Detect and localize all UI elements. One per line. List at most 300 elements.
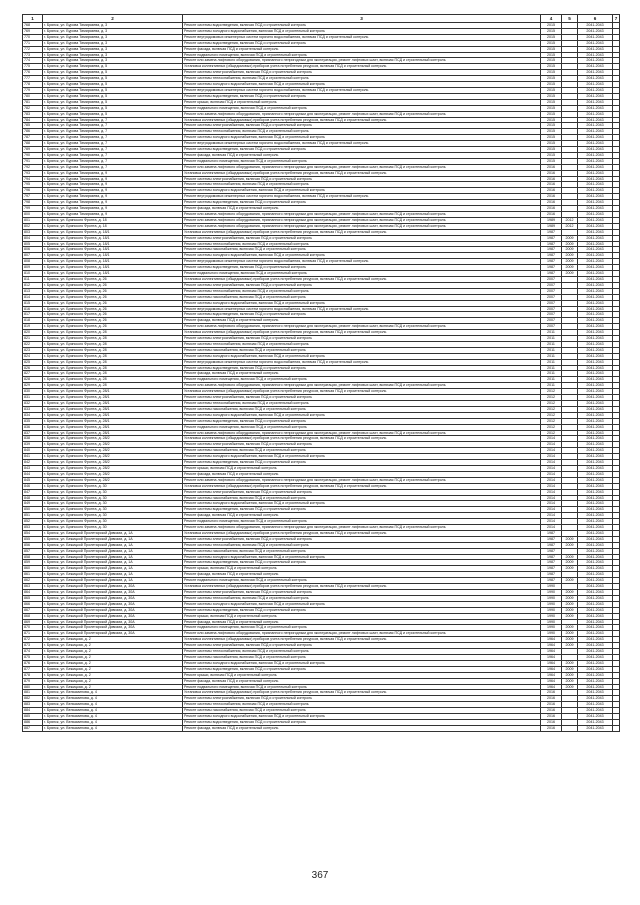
address-cell: г. Брянск, ул. Бурова Тимирязева, д. 5	[43, 82, 183, 88]
planned-period-cell: 2041-2043	[578, 64, 613, 70]
planned-period-cell: 2041-2043	[578, 542, 613, 548]
row-number-cell: 879	[23, 678, 43, 684]
row-number-cell: 806	[23, 247, 43, 253]
work-type-cell: Ремонт системы газоснабжения, включая ПСД и строительный контроль	[183, 548, 541, 554]
row-number-cell: 779	[23, 87, 43, 93]
column-7-cell	[613, 725, 620, 731]
year-built-cell: 2014	[541, 525, 562, 531]
year-built-cell: 2012	[541, 412, 562, 418]
year-built-cell: 2016	[541, 194, 562, 200]
row-number-cell: 835	[23, 418, 43, 424]
planned-period-cell: 2041-2043	[578, 40, 613, 46]
address-cell: г. Брянск, ул. Брянского Фронта, д. 30	[43, 495, 183, 501]
year-built-cell: 1964	[541, 637, 562, 643]
planned-period-cell: 2041-2043	[578, 631, 613, 637]
planned-period-cell: 2041-2043	[578, 696, 613, 702]
address-cell: г. Брянск, ул. Бежицкая, д. 2	[43, 654, 183, 660]
address-cell: г. Брянск, ул. Бурова Тимирязева, д. 7	[43, 117, 183, 123]
row-number-cell: 886	[23, 719, 43, 725]
planned-period-cell: 2041-2043	[578, 649, 613, 655]
planned-period-cell: 2041-2043	[578, 341, 613, 347]
planned-period-cell: 2041-2043	[578, 595, 613, 601]
work-type-cell: Ремонт крыши, включая ПСД и строительный контроль	[183, 566, 541, 572]
address-cell: г. Брянск, ул. Брянского Фронта, д. 26	[43, 294, 183, 300]
work-type-cell: Установка коллективных (общедомовых) приборов учета потребления ресурсов, включая ПСД и строительный контроль	[183, 389, 541, 395]
year-built-cell: 2007	[541, 318, 562, 324]
year-built-cell: 2014	[541, 489, 562, 495]
row-number-cell: 877	[23, 666, 43, 672]
address-cell: г. Брянск, ул. Брянского Фронта, д. 28	[43, 359, 183, 365]
planned-period-cell: 2041-2043	[578, 406, 613, 412]
row-number-cell: 859	[23, 560, 43, 566]
row-number-cell: 804	[23, 235, 43, 241]
year-overhaul-cell: 2009	[562, 253, 578, 259]
planned-period-cell: 2041-2043	[578, 170, 613, 176]
year-built-cell: 1987	[541, 542, 562, 548]
year-built-cell: 2012	[541, 401, 562, 407]
address-cell: г. Брянск, ул. Бурова Тимирязева, д. 9	[43, 212, 183, 218]
planned-period-cell: 2041-2043	[578, 324, 613, 330]
year-built-cell: 1990	[541, 601, 562, 607]
work-type-cell: Ремонт подвального помещения, включая ПСД и строительный контроль	[183, 625, 541, 631]
work-type-cell: Установка коллективных (общедомовых) приборов учета потребления ресурсов, включая ПСД и строительный контроль	[183, 690, 541, 696]
address-cell: г. Брянск, ул. Брянского Фронта, д. 28/1	[43, 401, 183, 407]
address-cell: г. Брянск, ул. Бурова Тимирязева, д. 5	[43, 87, 183, 93]
row-number-cell: 834	[23, 412, 43, 418]
year-built-cell: 1990	[541, 613, 562, 619]
address-cell: г. Брянск, ул. Брянского Фронта, д. 28	[43, 330, 183, 336]
year-built-cell: 2016	[541, 212, 562, 218]
row-number-cell: 820	[23, 330, 43, 336]
row-number-cell: 880	[23, 684, 43, 690]
year-built-cell: 2016	[541, 708, 562, 714]
address-cell: г. Брянск, ул. Бурова Тимирязева, д. 7	[43, 129, 183, 135]
address-cell: г. Брянск, ул. Бежицкой Пролетарской Дивизии, д. 1А	[43, 578, 183, 584]
work-type-cell: Ремонт внутридомовых инженерных систем горячего водоснабжения, включая ПСД и строительный контроль	[183, 87, 541, 93]
address-cell: г. Брянск, ул. Брянского Фронта, д. 26	[43, 312, 183, 318]
planned-period-cell: 2041-2043	[578, 454, 613, 460]
row-number-cell: 842	[23, 460, 43, 466]
row-number-cell: 839	[23, 442, 43, 448]
row-number-cell: 885	[23, 714, 43, 720]
address-cell: г. Брянск, ул. Бурова Тимирязева, д. 3	[43, 40, 183, 46]
work-type-cell: Ремонт системы холодного водоснабжения, включая ПСД и строительный контроль	[183, 554, 541, 560]
row-number-cell: 873	[23, 643, 43, 649]
work-type-cell: Установка коллективных (общедомовых) приборов учета потребления ресурсов, включая ПСД и строительный контроль	[183, 436, 541, 442]
work-type-cell: Ремонт крыши, включая ПСД и строительный контроль	[183, 99, 541, 105]
planned-period-cell: 2041-2043	[578, 82, 613, 88]
work-type-cell: Ремонт системы теплоснабжения, включая ПСД и строительный контроль	[183, 401, 541, 407]
work-type-cell: Ремонт системы водоотведения, включая ПСД и строительный контроль	[183, 460, 541, 466]
row-number-cell: 883	[23, 702, 43, 708]
work-type-cell: Ремонт крыши, включая ПСД и строительный контроль	[183, 672, 541, 678]
work-type-cell: Ремонт системы холодного водоснабжения, включая ПСД и строительный контроль	[183, 412, 541, 418]
planned-period-cell: 2041-2043	[578, 607, 613, 613]
year-built-cell: 1989	[541, 223, 562, 229]
row-number-cell: 846	[23, 483, 43, 489]
year-built-cell: 2015	[541, 28, 562, 34]
address-cell: г. Брянск, ул. Брянского Фронта, д. 28/2	[43, 477, 183, 483]
address-cell: г. Брянск, ул. Брянского Фронта, д. 30	[43, 525, 183, 531]
planned-period-cell: 2041-2043	[578, 111, 613, 117]
work-type-cell: Ремонт системы водоотведения, включая ПСД и строительный контроль	[183, 200, 541, 206]
year-built-cell: 1964	[541, 678, 562, 684]
row-number-cell: 826	[23, 365, 43, 371]
year-built-cell: 2016	[541, 690, 562, 696]
planned-period-cell: 2041-2043	[578, 23, 613, 29]
year-built-cell: 1990	[541, 595, 562, 601]
address-cell: г. Брянск, ул. Брянского Фронта, д. 30	[43, 489, 183, 495]
address-cell: г. Брянск, ул. Бурова Тимирязева, д. 9	[43, 182, 183, 188]
year-built-cell: 2015	[541, 76, 562, 82]
planned-period-cell: 2041-2043	[578, 371, 613, 377]
year-overhaul-cell: 2009	[562, 631, 578, 637]
work-type-cell: Ремонт или замена лифтового оборудования, признанного непригодным для эксплуатации, ремонт лифтовых шахт, включая ПСД и строительный контроль	[183, 383, 541, 389]
planned-period-cell: 2041-2043	[578, 141, 613, 147]
planned-period-cell: 2041-2043	[578, 590, 613, 596]
row-number-cell: 845	[23, 477, 43, 483]
address-cell: г. Брянск, ул. Брянского Фронта, д. 26	[43, 300, 183, 306]
planned-period-cell: 2041-2043	[578, 312, 613, 318]
address-cell: г. Брянск, ул. Брянского Фронта, д. 28/2	[43, 448, 183, 454]
year-built-cell: 2015	[541, 111, 562, 117]
address-cell: г. Брянск, ул. Брянского Фронта, д. 26	[43, 318, 183, 324]
row-number-cell: 799	[23, 206, 43, 212]
planned-period-cell: 2041-2043	[578, 708, 613, 714]
address-cell: г. Брянск, ул. Бежицкая, д. 2	[43, 637, 183, 643]
year-overhaul-cell: 2009	[562, 625, 578, 631]
address-cell: г. Брянск, ул. Вельяминова, д. 4	[43, 690, 183, 696]
year-built-cell: 2014	[541, 471, 562, 477]
header-row	[23, 15, 620, 23]
row-number-cell: 840	[23, 448, 43, 454]
year-built-cell: 1990	[541, 631, 562, 637]
year-built-cell: 2011	[541, 341, 562, 347]
year-built-cell: 1987	[541, 530, 562, 536]
work-type-cell: Ремонт подвального помещения, включая ПСД и строительный контроль	[183, 271, 541, 277]
year-built-cell: 2014	[541, 448, 562, 454]
work-type-cell: Установка коллективных (общедомовых) приборов учета потребления ресурсов, включая ПСД и строительный контроль	[183, 584, 541, 590]
year-built-cell: 2012	[541, 418, 562, 424]
year-overhaul-cell: 2009	[562, 613, 578, 619]
planned-period-cell: 2041-2043	[578, 117, 613, 123]
address-cell: г. Брянск, ул. Брянского Фронта, д. 30	[43, 501, 183, 507]
work-type-cell: Ремонт системы электроснабжения, включая ПСД и строительный контроль	[183, 536, 541, 542]
planned-period-cell: 2041-2043	[578, 34, 613, 40]
year-overhaul-cell: 2009	[562, 265, 578, 271]
row-number-cell: 773	[23, 52, 43, 58]
work-type-cell: Ремонт системы электроснабжения, включая ПСД и строительный контроль	[183, 176, 541, 182]
table-row	[23, 725, 620, 731]
address-cell: г. Брянск, ул. Брянского Фронта, д. 28/1	[43, 395, 183, 401]
year-built-cell: 2011	[541, 330, 562, 336]
year-overhaul-cell: 2009	[562, 660, 578, 666]
planned-period-cell: 2041-2043	[578, 164, 613, 170]
planned-period-cell: 2041-2043	[578, 200, 613, 206]
year-built-cell: 2012	[541, 406, 562, 412]
work-type-cell: Ремонт системы водоотведения, включая ПСД и строительный контроль	[183, 560, 541, 566]
year-built-cell: 1990	[541, 590, 562, 596]
row-number-cell: 805	[23, 241, 43, 247]
planned-period-cell: 2041-2043	[578, 637, 613, 643]
work-type-cell: Установка коллективных (общедомовых) приборов учета потребления ресурсов, включая ПСД и строительный контроль	[183, 64, 541, 70]
row-number-cell: 780	[23, 93, 43, 99]
address-cell: г. Брянск, ул. Брянского Фронта, д. 28	[43, 353, 183, 359]
year-built-cell: 1987	[541, 548, 562, 554]
work-type-cell: Ремонт внутридомовых инженерных систем горячего водоснабжения, включая ПСД и строительный контроль	[183, 306, 541, 312]
planned-period-cell: 2041-2043	[578, 383, 613, 389]
work-type-cell: Ремонт фасада, включая ПСД и строительный контроль	[183, 371, 541, 377]
year-built-cell: 2015	[541, 93, 562, 99]
year-overhaul-cell: 2009	[562, 684, 578, 690]
year-built-cell: 2014	[541, 513, 562, 519]
work-type-cell: Ремонт системы холодного водоснабжения, включая ПСД и строительный контроль	[183, 253, 541, 259]
year-built-cell: 1964	[541, 672, 562, 678]
year-built-cell: 2015	[541, 123, 562, 129]
row-number-cell: 868	[23, 613, 43, 619]
row-number-cell: 837	[23, 430, 43, 436]
year-overhaul-cell: 2009	[562, 601, 578, 607]
address-cell: г. Брянск, ул. Бурова Тимирязева, д. 9	[43, 170, 183, 176]
row-number-cell: 832	[23, 401, 43, 407]
row-number-cell: 798	[23, 200, 43, 206]
work-type-cell: Ремонт подвального помещения, включая ПСД и строительный контроль	[183, 684, 541, 690]
address-cell: г. Брянск, ул. Бурова Тимирязева, д. 3	[43, 58, 183, 64]
table-body	[23, 23, 620, 732]
address-cell: г. Брянск, ул. Брянского Фронта, д. 30	[43, 483, 183, 489]
planned-period-cell: 2041-2043	[578, 288, 613, 294]
work-type-cell: Ремонт системы теплоснабжения, включая ПСД и строительный контроль	[183, 76, 541, 82]
planned-period-cell: 2041-2043	[578, 430, 613, 436]
planned-period-cell: 2041-2043	[578, 525, 613, 531]
work-type-cell: Ремонт системы холодного водоснабжения, включая ПСД и строительный контроль	[183, 28, 541, 34]
work-type-cell: Установка коллективных (общедомовых) приборов учета потребления ресурсов, включая ПСД и строительный контроль	[183, 229, 541, 235]
address-cell: г. Брянск, ул. Бурова Тимирязева, д. 9	[43, 194, 183, 200]
year-built-cell: 1990	[541, 607, 562, 613]
row-number-cell: 860	[23, 566, 43, 572]
address-cell: г. Брянск, ул. Бежицкой Пролетарской Дивизии, д. 30А	[43, 613, 183, 619]
year-built-cell: 2016	[541, 188, 562, 194]
year-overhaul-cell: 2009	[562, 595, 578, 601]
work-type-cell: Ремонт системы холодного водоснабжения, включая ПСД и строительный контроль	[183, 135, 541, 141]
year-overhaul-cell: 2009	[562, 235, 578, 241]
row-number-cell: 819	[23, 324, 43, 330]
row-number-cell: 852	[23, 519, 43, 525]
register-table-container	[22, 14, 619, 732]
work-type-cell: Ремонт системы холодного водоснабжения, включая ПСД и строительный контроль	[183, 714, 541, 720]
planned-period-cell: 2041-2043	[578, 105, 613, 111]
row-number-cell: 803	[23, 229, 43, 235]
planned-period-cell: 2041-2043	[578, 182, 613, 188]
planned-period-cell: 2041-2043	[578, 58, 613, 64]
planned-period-cell: 2041-2043	[578, 684, 613, 690]
row-number-cell: 856	[23, 542, 43, 548]
year-built-cell: 2015	[541, 99, 562, 105]
work-type-cell: Ремонт системы электроснабжения, включая ПСД и строительный контроль	[183, 696, 541, 702]
planned-period-cell: 2041-2043	[578, 536, 613, 542]
planned-period-cell: 2041-2043	[578, 442, 613, 448]
planned-period-cell: 2041-2043	[578, 412, 613, 418]
row-number-cell: 870	[23, 625, 43, 631]
address-cell: г. Брянск, ул. Бежицкой Пролетарской Дивизии, д. 30А	[43, 590, 183, 596]
year-built-cell: 2015	[541, 105, 562, 111]
year-built-cell: 2015	[541, 34, 562, 40]
year-overhaul-cell: 2009	[562, 560, 578, 566]
work-type-cell: Ремонт системы холодного водоснабжения, включая ПСД и строительный контроль	[183, 353, 541, 359]
planned-period-cell: 2041-2043	[578, 330, 613, 336]
address-cell: г. Брянск, ул. Брянского Фронта, д. 18/1	[43, 247, 183, 253]
row-number-cell: 795	[23, 182, 43, 188]
year-built-cell: 2007	[541, 300, 562, 306]
planned-period-cell: 2041-2043	[578, 229, 613, 235]
year-built-cell: 1987	[541, 566, 562, 572]
address-cell: г. Брянск, ул. Бурова Тимирязева, д. 3	[43, 52, 183, 58]
address-cell: г. Брянск, ул. Бежицкой Пролетарской Дивизии, д. 30А	[43, 607, 183, 613]
work-type-cell: Ремонт подвального помещения, включая ПСД и строительный контроль	[183, 52, 541, 58]
year-built-cell: 2012	[541, 389, 562, 395]
year-built-cell: 2015	[541, 64, 562, 70]
register-table	[22, 14, 620, 732]
year-built-cell: 1987	[541, 259, 562, 265]
work-type-cell: Ремонт системы электроснабжения, включая ПСД и строительный контроль	[183, 70, 541, 76]
row-number-cell: 867	[23, 607, 43, 613]
year-overhaul-cell: 2009	[562, 590, 578, 596]
row-number-cell: 791	[23, 158, 43, 164]
address-cell: г. Брянск, ул. Вельяминова, д. 4	[43, 708, 183, 714]
address-cell: г. Брянск, ул. Бурова Тимирязева, д. 7	[43, 147, 183, 153]
address-cell: г. Брянск, ул. Бежицкой Пролетарской Дивизии, д. 30А	[43, 619, 183, 625]
year-built-cell: 2016	[541, 714, 562, 720]
work-type-cell: Ремонт системы теплоснабжения, включая ПСД и строительный контроль	[183, 595, 541, 601]
address-cell: г. Брянск, ул. Бежицкой Пролетарской Дивизии, д. 1А	[43, 572, 183, 578]
work-type-cell: Ремонт системы холодного водоснабжения, включая ПСД и строительный контроль	[183, 454, 541, 460]
work-type-cell: Ремонт системы холодного водоснабжения, включая ПСД и строительный контроль	[183, 660, 541, 666]
year-built-cell: 2016	[541, 719, 562, 725]
work-type-cell: Ремонт подвального помещения, включая ПСД и строительный контроль	[183, 158, 541, 164]
planned-period-cell: 2041-2043	[578, 389, 613, 395]
row-number-cell: 884	[23, 708, 43, 714]
work-type-cell: Ремонт или замена лифтового оборудования, признанного непригодным для эксплуатации, ремонт лифтовых шахт, включая ПСД и строительный контроль	[183, 324, 541, 330]
row-number-cell: 811	[23, 276, 43, 282]
work-type-cell: Ремонт системы электроснабжения, включая ПСД и строительный контроль	[183, 590, 541, 596]
row-number-cell: 850	[23, 507, 43, 513]
address-cell: г. Брянск, ул. Бежицкая, д. 2	[43, 684, 183, 690]
row-number-cell: 829	[23, 383, 43, 389]
row-number-cell: 821	[23, 336, 43, 342]
row-number-cell: 824	[23, 353, 43, 359]
planned-period-cell: 2041-2043	[578, 99, 613, 105]
work-type-cell: Ремонт системы газоснабжения, включая ПСД и строительный контроль	[183, 406, 541, 412]
planned-period-cell: 2041-2043	[578, 46, 613, 52]
planned-period-cell: 2041-2043	[578, 448, 613, 454]
year-built-cell: 2011	[541, 359, 562, 365]
planned-period-cell: 2041-2043	[578, 489, 613, 495]
year-built-cell: 1990	[541, 625, 562, 631]
address-cell: г. Брянск, ул. Бежицкая, д. 2	[43, 660, 183, 666]
planned-period-cell: 2041-2043	[578, 194, 613, 200]
address-cell: г. Брянск, ул. Бежицкой Пролетарской Дивизии, д. 1А	[43, 566, 183, 572]
work-type-cell: Ремонт или замена лифтового оборудования, признанного непригодным для эксплуатации, ремонт лифтовых шахт, включая ПСД и строительный контроль	[183, 477, 541, 483]
year-built-cell: 1990	[541, 619, 562, 625]
year-built-cell: 2015	[541, 23, 562, 29]
work-type-cell: Ремонт системы электроснабжения, включая ПСД и строительный контроль	[183, 123, 541, 129]
year-overhaul-cell: 2012	[562, 223, 578, 229]
address-cell: г. Брянск, ул. Бурова Тимирязева, д. 5	[43, 70, 183, 76]
planned-period-cell: 2041-2043	[578, 418, 613, 424]
address-cell: г. Брянск, ул. Брянского Фронта, д. 18/1	[43, 265, 183, 271]
work-type-cell: Ремонт подвального помещения, включая ПСД и строительный контроль	[183, 105, 541, 111]
work-type-cell: Ремонт системы газоснабжения, включая ПСД и строительный контроль	[183, 347, 541, 353]
year-built-cell: 2014	[541, 460, 562, 466]
column-header-1: 1	[23, 15, 43, 23]
work-type-cell: Ремонт или замена лифтового оборудования, признанного непригодным для эксплуатации, ремонт лифтовых шахт, включая ПСД и строительный контроль	[183, 212, 541, 218]
year-built-cell: 2015	[541, 70, 562, 76]
address-cell: г. Брянск, ул. Брянского Фронта, д. 28	[43, 347, 183, 353]
planned-period-cell: 2041-2043	[578, 566, 613, 572]
row-number-cell: 797	[23, 194, 43, 200]
address-cell: г. Брянск, ул. Бежицкой Пролетарской Дивизии, д. 30А	[43, 601, 183, 607]
planned-period-cell: 2041-2043	[578, 135, 613, 141]
year-built-cell: 1989	[541, 217, 562, 223]
address-cell: г. Брянск, ул. Брянского Фронта, д. 18/1	[43, 259, 183, 265]
work-type-cell: Ремонт системы теплоснабжения, включая ПСД и строительный контроль	[183, 341, 541, 347]
work-type-cell: Ремонт подвального помещения, включая ПСД и строительный контроль	[183, 519, 541, 525]
planned-period-cell: 2041-2043	[578, 678, 613, 684]
row-number-cell: 874	[23, 649, 43, 655]
year-overhaul-cell: 2009	[562, 271, 578, 277]
year-built-cell: 2014	[541, 507, 562, 513]
work-type-cell: Ремонт системы водоотведения, включая ПСД и строительный контроль	[183, 265, 541, 271]
year-built-cell: 2015	[541, 147, 562, 153]
planned-period-cell: 2041-2043	[578, 247, 613, 253]
work-type-cell: Ремонт или замена лифтового оборудования, признанного непригодным для эксплуатации, ремонт лифтовых шахт, включая ПСД и строительный контроль	[183, 111, 541, 117]
work-type-cell: Ремонт системы электроснабжения, включая ПСД и строительный контроль	[183, 643, 541, 649]
row-number-cell: 783	[23, 111, 43, 117]
year-built-cell: 2014	[541, 465, 562, 471]
planned-period-cell: 2041-2043	[578, 158, 613, 164]
address-cell: г. Брянск, ул. Брянского Фронта, д. 18/1	[43, 235, 183, 241]
work-type-cell: Ремонт фасада, включая ПСД и строительный контроль	[183, 572, 541, 578]
row-number-cell: 769	[23, 28, 43, 34]
address-cell: г. Брянск, ул. Брянского Фронта, д. 26	[43, 306, 183, 312]
row-number-cell: 776	[23, 70, 43, 76]
year-built-cell: 2014	[541, 454, 562, 460]
planned-period-cell: 2041-2043	[578, 519, 613, 525]
planned-period-cell: 2041-2043	[578, 217, 613, 223]
planned-period-cell: 2041-2043	[578, 460, 613, 466]
row-number-cell: 781	[23, 99, 43, 105]
work-type-cell: Ремонт фасада, включая ПСД и строительный контроль	[183, 678, 541, 684]
planned-period-cell: 2041-2043	[578, 625, 613, 631]
year-built-cell: 2014	[541, 495, 562, 501]
address-cell: г. Брянск, ул. Вельяминова, д. 4	[43, 702, 183, 708]
year-overhaul-cell: 2009	[562, 259, 578, 265]
address-cell: г. Брянск, ул. Бурова Тимирязева, д. 9	[43, 206, 183, 212]
year-built-cell: 2016	[541, 206, 562, 212]
planned-period-cell: 2041-2043	[578, 176, 613, 182]
year-built-cell: 2015	[541, 52, 562, 58]
year-built-cell: 2007	[541, 294, 562, 300]
work-type-cell: Ремонт системы водоотведения, включая ПСД и строительный контроль	[183, 312, 541, 318]
row-number-cell: 777	[23, 76, 43, 82]
year-overhaul-cell: 2009	[562, 566, 578, 572]
year-built-cell: 1987	[541, 235, 562, 241]
work-type-cell: Ремонт системы водоотведения, включая ПСД и строительный контроль	[183, 365, 541, 371]
planned-period-cell: 2041-2043	[578, 212, 613, 218]
planned-period-cell: 2041-2043	[578, 365, 613, 371]
row-number-cell: 815	[23, 300, 43, 306]
year-built-cell: 1964	[541, 666, 562, 672]
